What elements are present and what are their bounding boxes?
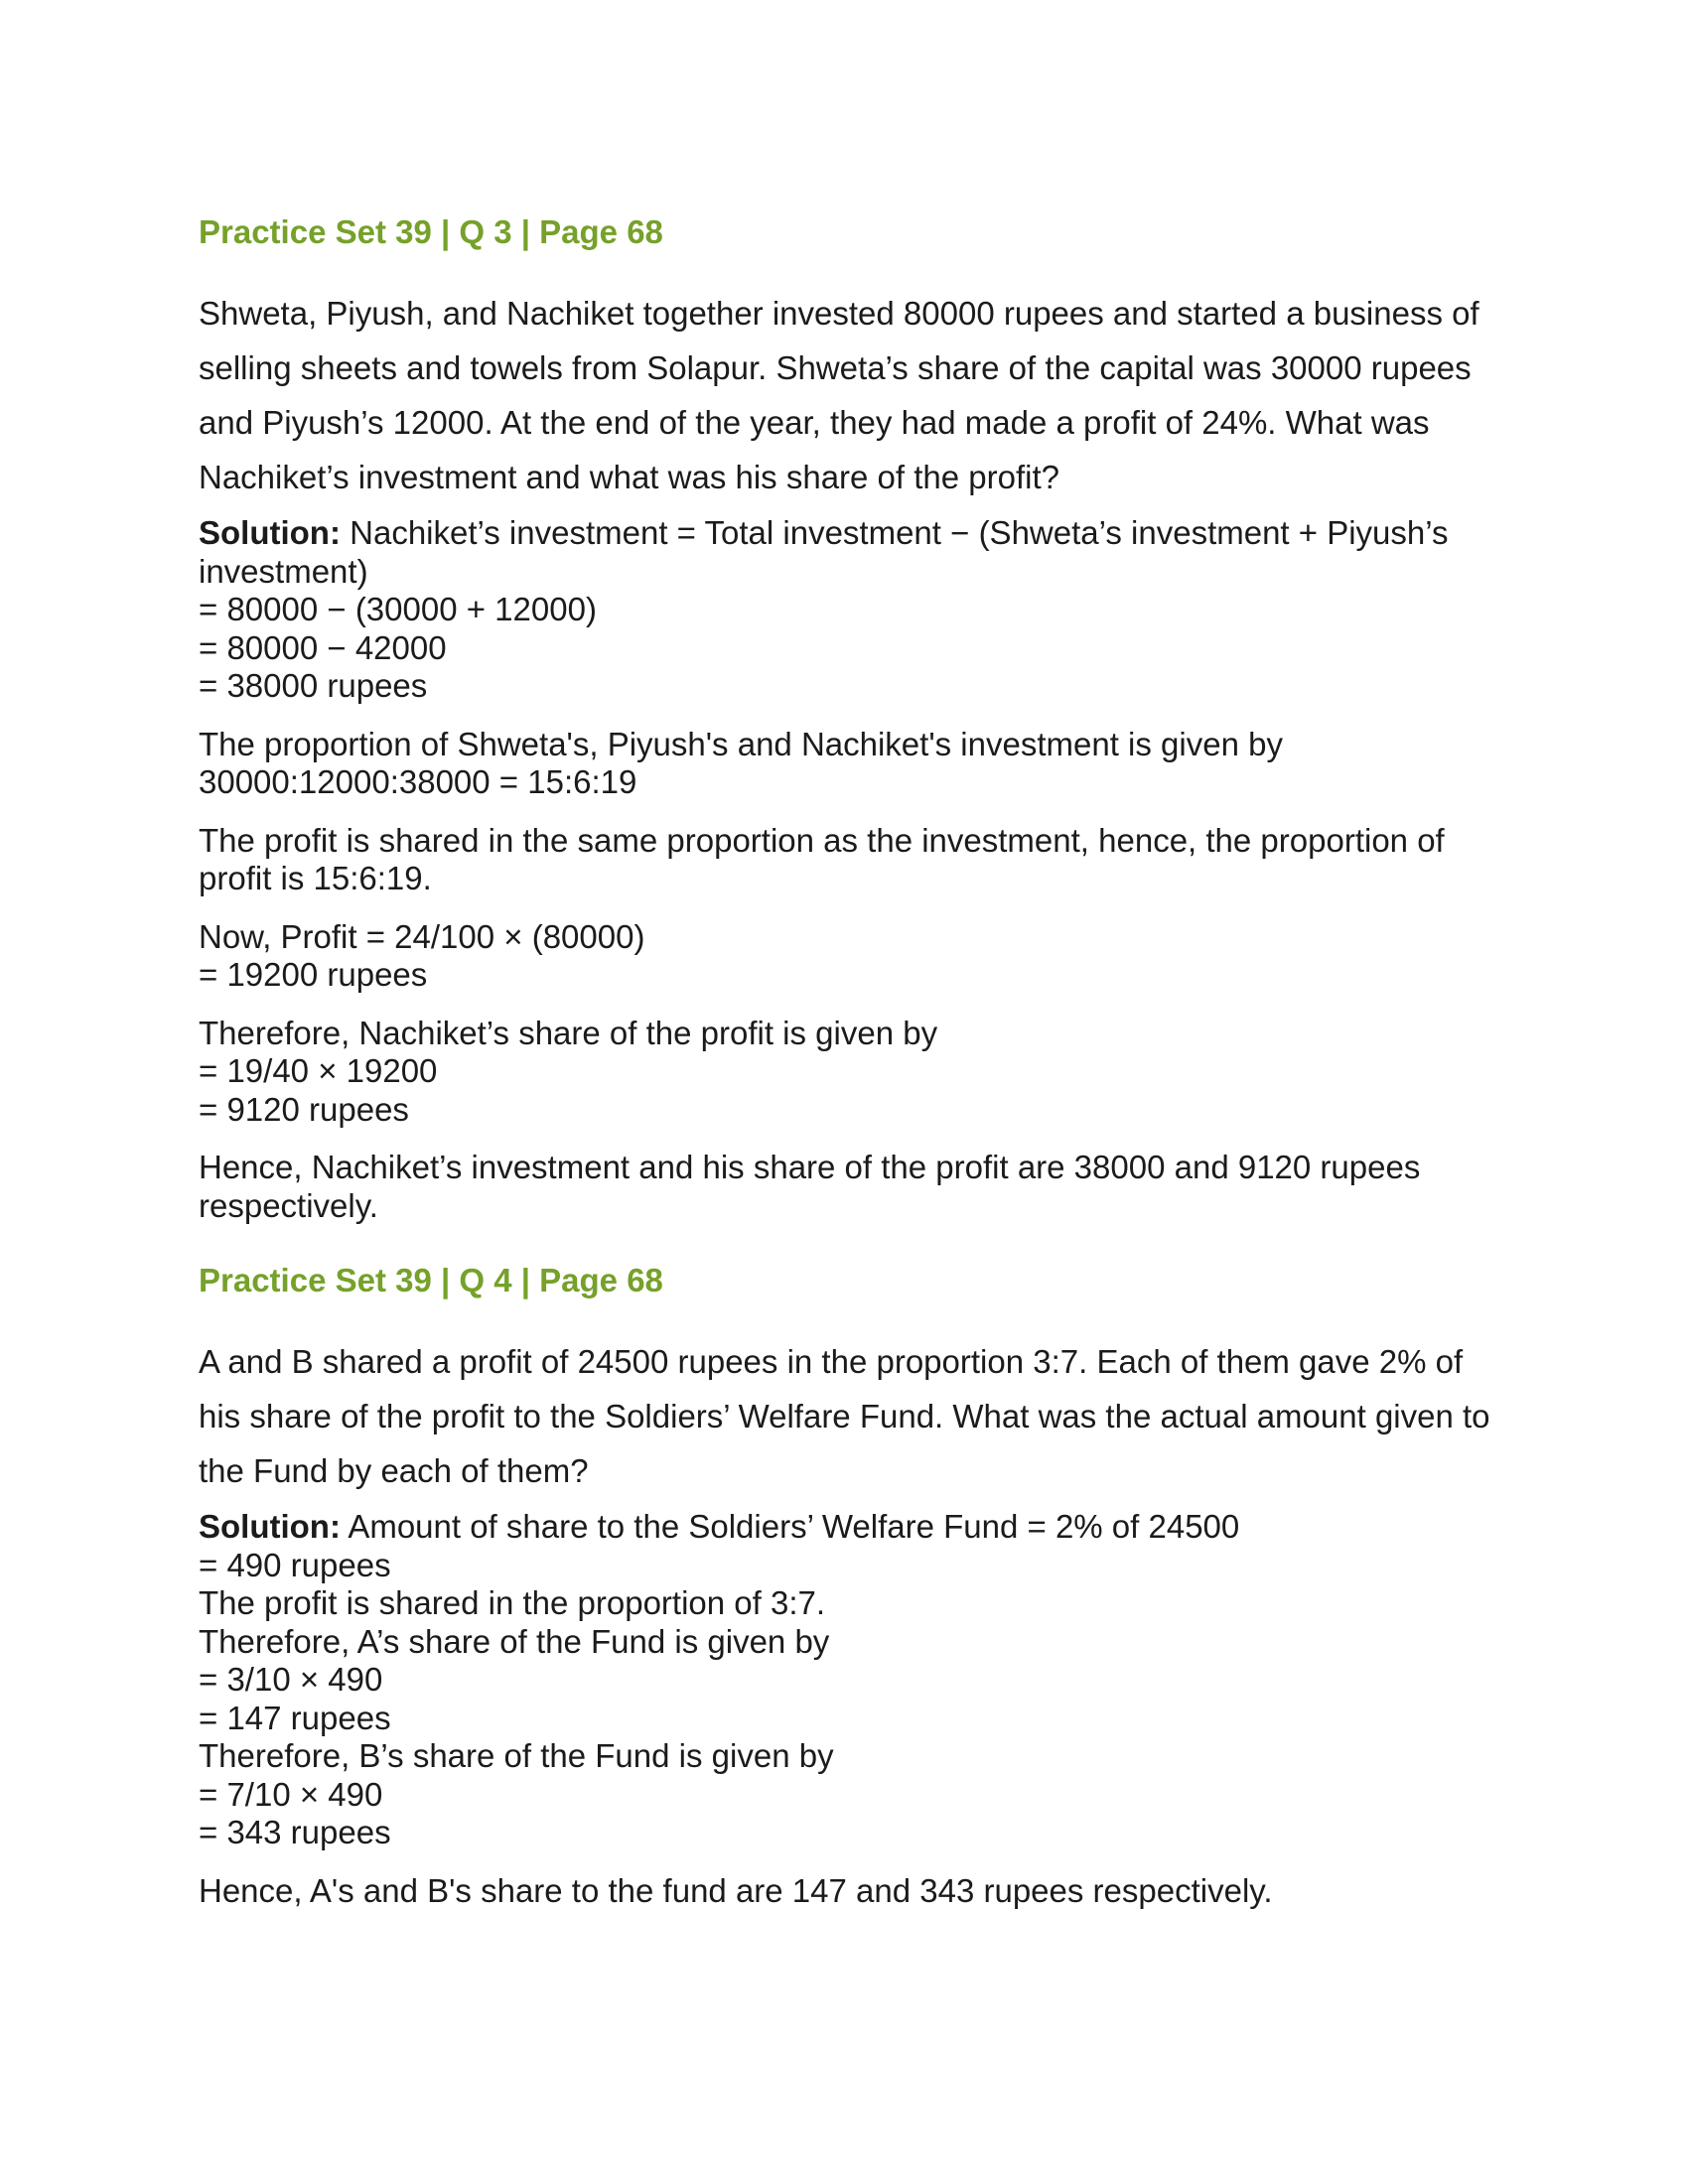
solution-paragraph xyxy=(199,1015,1509,1130)
solution-line: Nachiket’s investment = Total investment − (Shweta’s investment + Piyush’s investment) xyxy=(199,514,1449,590)
solution-line: = 343 rupees xyxy=(199,1814,391,1850)
solution-line: = 38000 rupees xyxy=(199,667,428,704)
solution-line: Therefore, B’s share of the Fund is given by xyxy=(199,1737,834,1774)
question-block-q3 xyxy=(199,210,1509,1225)
solution-paragraph xyxy=(199,918,1509,995)
paragraph-line: The proportion of Shweta's, Piyush's and Nachiket's investment is given by xyxy=(199,725,1283,762)
solution xyxy=(199,1508,1509,1852)
paragraph-line: Hence, A's and B's share to the fund are 147 and 343 rupees respectively. xyxy=(199,1871,1273,1909)
paragraph-line: = 19/40 × 19200 xyxy=(199,1052,438,1089)
document-page xyxy=(199,210,1509,1910)
paragraph-line: Hence, Nachiket’s investment and his share of the profit are 38000 and 9120 rupees respectively. xyxy=(199,1149,1421,1224)
paragraph-line: Therefore, Nachiket’s share of the profit is given by xyxy=(199,1014,938,1051)
paragraph-line: = 19200 rupees xyxy=(199,956,428,993)
solution-line: = 3/10 × 490 xyxy=(199,1661,383,1698)
paragraph-line: 30000:12000:38000 = 15:6:19 xyxy=(199,763,637,800)
solution-line: = 7/10 × 490 xyxy=(199,1775,383,1813)
solution-paragraph xyxy=(199,1149,1509,1225)
solution-paragraph xyxy=(199,822,1509,898)
solution-paragraph xyxy=(199,1872,1509,1911)
question-heading: Practice Set 39 | Q 3 | Page 68 xyxy=(199,213,663,250)
solution xyxy=(199,514,1509,706)
question-block-q4 xyxy=(199,1259,1509,1910)
paragraph-line: = 9120 rupees xyxy=(199,1090,409,1128)
question-text: Shweta, Piyush, and Nachiket together invested 80000 rupees and started a business of selling sheets and towels from Solapur. Shweta’s share of the capital was 30000 rupees and Piyush’s 12000. At the end of the year, they had made a profit of 24%. What was Nachiket’s investment and what was his share of the profit? xyxy=(199,295,1479,495)
solution-line: Amount of share to the Soldiers’ Welfare Fund = 2% of 24500 xyxy=(340,1508,1240,1545)
paragraph-line: The profit is shared in the same proportion as the investment, hence, the proportion of profit is 15:6:19. xyxy=(199,821,1445,896)
solution-paragraph xyxy=(199,726,1509,802)
solution-line: = 147 rupees xyxy=(199,1699,391,1736)
solution-line: = 80000 − (30000 + 12000) xyxy=(199,591,597,627)
solution-line: Therefore, A’s share of the Fund is given by xyxy=(199,1622,830,1660)
question-heading: Practice Set 39 | Q 4 | Page 68 xyxy=(199,1262,663,1298)
solution-line: = 490 rupees xyxy=(199,1546,391,1583)
solution-line: The profit is shared in the proportion of 3:7. xyxy=(199,1584,826,1621)
question-text: A and B shared a profit of 24500 rupees in the proportion 3:7. Each of them gave 2% of his share of the profit to the Soldiers’ Welfare Fund. What was the actual amount given to the Fund by each of them? xyxy=(199,1343,1490,1489)
solution-first-line xyxy=(199,514,1449,590)
solution-label: Solution: xyxy=(199,514,341,551)
solution-line: = 80000 − 42000 xyxy=(199,628,447,666)
solution-label: Solution: xyxy=(199,1508,341,1545)
solution-first-line xyxy=(199,1508,1239,1545)
paragraph-line: Now, Profit = 24/100 × (80000) xyxy=(199,917,645,955)
